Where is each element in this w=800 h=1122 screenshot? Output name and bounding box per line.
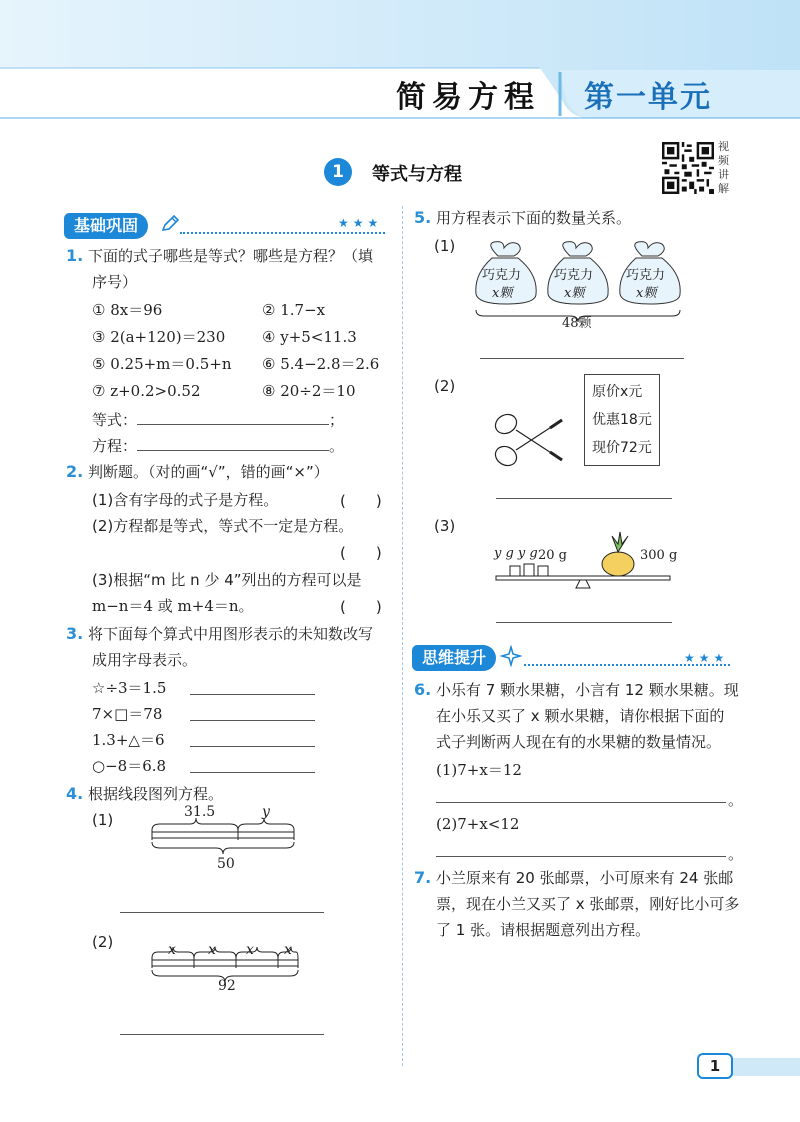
q2-stem: 判断题。（对的画“√”，错的画“×”） [88, 463, 329, 481]
q3-answer-3[interactable] [190, 746, 315, 747]
q4-p2-var: x [168, 942, 176, 958]
q2-answer-1[interactable]: ( ) [340, 492, 382, 510]
q6-answer-1[interactable] [436, 802, 726, 803]
q5-part3-label: (3) [434, 517, 456, 535]
q1-item: ⑦ z+0.2>0.52 [92, 382, 201, 400]
q3-answer-2[interactable] [190, 720, 315, 721]
q6-answer-2[interactable] [436, 856, 726, 857]
scale-left-weight: 20 g [538, 548, 567, 563]
bag-var: x颗 [564, 286, 585, 301]
section-basic-dotline [180, 232, 385, 234]
pencil-icon [160, 214, 180, 234]
bag-var: x颗 [636, 286, 657, 301]
q3 [66, 624, 373, 644]
lesson-number-badge: 1 [324, 158, 352, 186]
q1-item: ④ y+5<11.3 [262, 328, 357, 346]
qr-label: 视频讲解 [718, 140, 729, 195]
q6-line: 在小乐又买了 x 颗水果糖，请你根据下面的 [436, 707, 725, 725]
q4-p2-var: x [208, 942, 216, 958]
q1 [66, 246, 373, 266]
qr-code-icon[interactable] [662, 142, 714, 194]
q1-equality-end: ； [329, 411, 345, 429]
q6 [414, 680, 739, 700]
q4-answer-2[interactable] [120, 1034, 324, 1035]
q4-part1-label: (1) [92, 811, 114, 829]
price-line: 现价72元 [592, 440, 652, 456]
q1-item: ⑤ 0.25+m＝0.5+n [92, 355, 232, 373]
difficulty-stars: ★★★ [338, 216, 383, 230]
q4-p2-var: x [246, 942, 254, 958]
q3-item: ○−8＝6.8 [92, 757, 167, 775]
q4-p2-var: x [284, 942, 292, 958]
q1-number: 1. [66, 246, 84, 265]
sparkle-icon [500, 645, 522, 667]
bags-total: 48颗 [562, 316, 592, 331]
q3-answer-1[interactable] [190, 694, 315, 695]
q5 [414, 208, 631, 228]
q6-line: 式子判断两人现在有的水果糖的数量情况。 [436, 733, 722, 751]
q2-item-3-cont: m−n＝4 或 m+4＝n。 [92, 597, 254, 615]
q6-part2: (2)7+x<12 [436, 815, 520, 833]
q3-stem-2: 成用字母表示。 [92, 651, 198, 669]
q3-item: 1.3+△＝6 [92, 731, 165, 749]
q7 [414, 868, 733, 888]
q4 [66, 784, 223, 804]
badminton-rackets-image [490, 408, 568, 472]
q5-part1-label: (1) [434, 237, 456, 255]
q1-equality-label: 等式： [92, 411, 138, 429]
section-basic-header: 基础巩固 [64, 213, 148, 239]
q2-answer-2[interactable]: ( ) [340, 544, 382, 562]
q1-item: ③ 2(a+120)＝230 [92, 328, 226, 346]
q2-item-3: (3)根据“m 比 n 少 4”列出的方程可以是 [92, 571, 362, 589]
q7-number: 7. [414, 868, 432, 887]
q6-end: 。 [728, 845, 744, 863]
q4-p2-total: 92 [218, 978, 236, 994]
difficulty-stars: ★★★ [684, 651, 729, 665]
q4-number: 4. [66, 784, 84, 803]
q4-p1-top-right: y [262, 804, 270, 820]
q5-number: 5. [414, 208, 432, 227]
q3-answer-4[interactable] [190, 772, 315, 773]
q1-item: ⑥ 5.4−2.8＝2.6 [262, 355, 380, 373]
q2-item-1: (1)含有字母的式子是方程。 [92, 491, 279, 509]
q4-stem: 根据线段图列方程。 [88, 785, 224, 803]
q2-number: 2. [66, 462, 84, 481]
q7-line: 票，现在小兰又买了 x 张邮票，刚好比小可多 [436, 895, 740, 913]
q3-item: ☆÷3＝1.5 [92, 679, 167, 697]
bag-label: 巧克力 [554, 268, 594, 283]
q1-equation-row [92, 436, 344, 456]
q3-item: 7×□＝78 [92, 705, 163, 723]
scale-right-weight: 300 g [640, 548, 678, 563]
bag-var: x颗 [492, 286, 513, 301]
q4-p1-top-left: 31.5 [184, 804, 216, 820]
q1-equation-label: 方程： [92, 437, 138, 455]
q2-answer-3[interactable]: ( ) [340, 598, 382, 616]
price-line: 原价x元 [592, 384, 643, 400]
q7-line: 了 1 张。请根据题意列出方程。 [436, 921, 651, 939]
q1-stem: 下面的式子哪些是等式？哪些是方程？（填 [88, 247, 374, 265]
q3-number: 3. [66, 624, 84, 643]
q6-line: 小乐有 7 颗水果糖，小言有 12 颗水果糖。现 [436, 681, 739, 699]
q5-answer-3[interactable] [496, 622, 672, 623]
scale-left-vars: y g y g [494, 546, 538, 561]
q7-line: 小兰原来有 20 张邮票，小可原来有 24 张邮 [436, 869, 734, 887]
q6-number: 6. [414, 680, 432, 699]
q1-equation-answer[interactable] [137, 450, 329, 451]
q3-stem: 将下面每个算式中用图形表示的未知数改写 [88, 625, 374, 643]
page-number: 1 [709, 1057, 721, 1075]
q6-end: 。 [728, 791, 744, 809]
section-thinking-header: 思维提升 [412, 645, 496, 671]
q5-answer-1[interactable] [480, 358, 684, 359]
q1-equation-end: 。 [329, 437, 345, 455]
q1-item: ⑧ 20÷2＝10 [262, 382, 356, 400]
q5-part2-label: (2) [434, 377, 456, 395]
q6-part1: (1)7+x＝12 [436, 761, 522, 779]
q4-part2-label: (2) [92, 933, 114, 951]
q2 [66, 462, 329, 482]
q1-item: ① 8x＝96 [92, 301, 163, 319]
price-line: 优惠18元 [592, 412, 652, 428]
q4-answer-1[interactable] [120, 912, 324, 913]
bag-label: 巧克力 [482, 268, 522, 283]
q1-equality-row [92, 410, 344, 430]
bag-label: 巧克力 [626, 268, 666, 283]
q5-answer-2[interactable] [496, 498, 672, 499]
q4-p1-total: 50 [217, 856, 235, 872]
q5-stem: 用方程表示下面的数量关系。 [436, 209, 632, 227]
q1-equality-answer[interactable] [137, 424, 329, 425]
q1-stem-2: 序号） [92, 273, 138, 291]
unit-label: 第一单元 [584, 80, 712, 115]
column-divider [402, 206, 403, 1066]
q1-item: ② 1.7−x [262, 301, 326, 319]
lesson-title: 等式与方程 [372, 164, 462, 185]
chapter-title: 简易方程 [396, 80, 540, 115]
q2-item-2: (2)方程都是等式，等式不一定是方程。 [92, 517, 354, 535]
